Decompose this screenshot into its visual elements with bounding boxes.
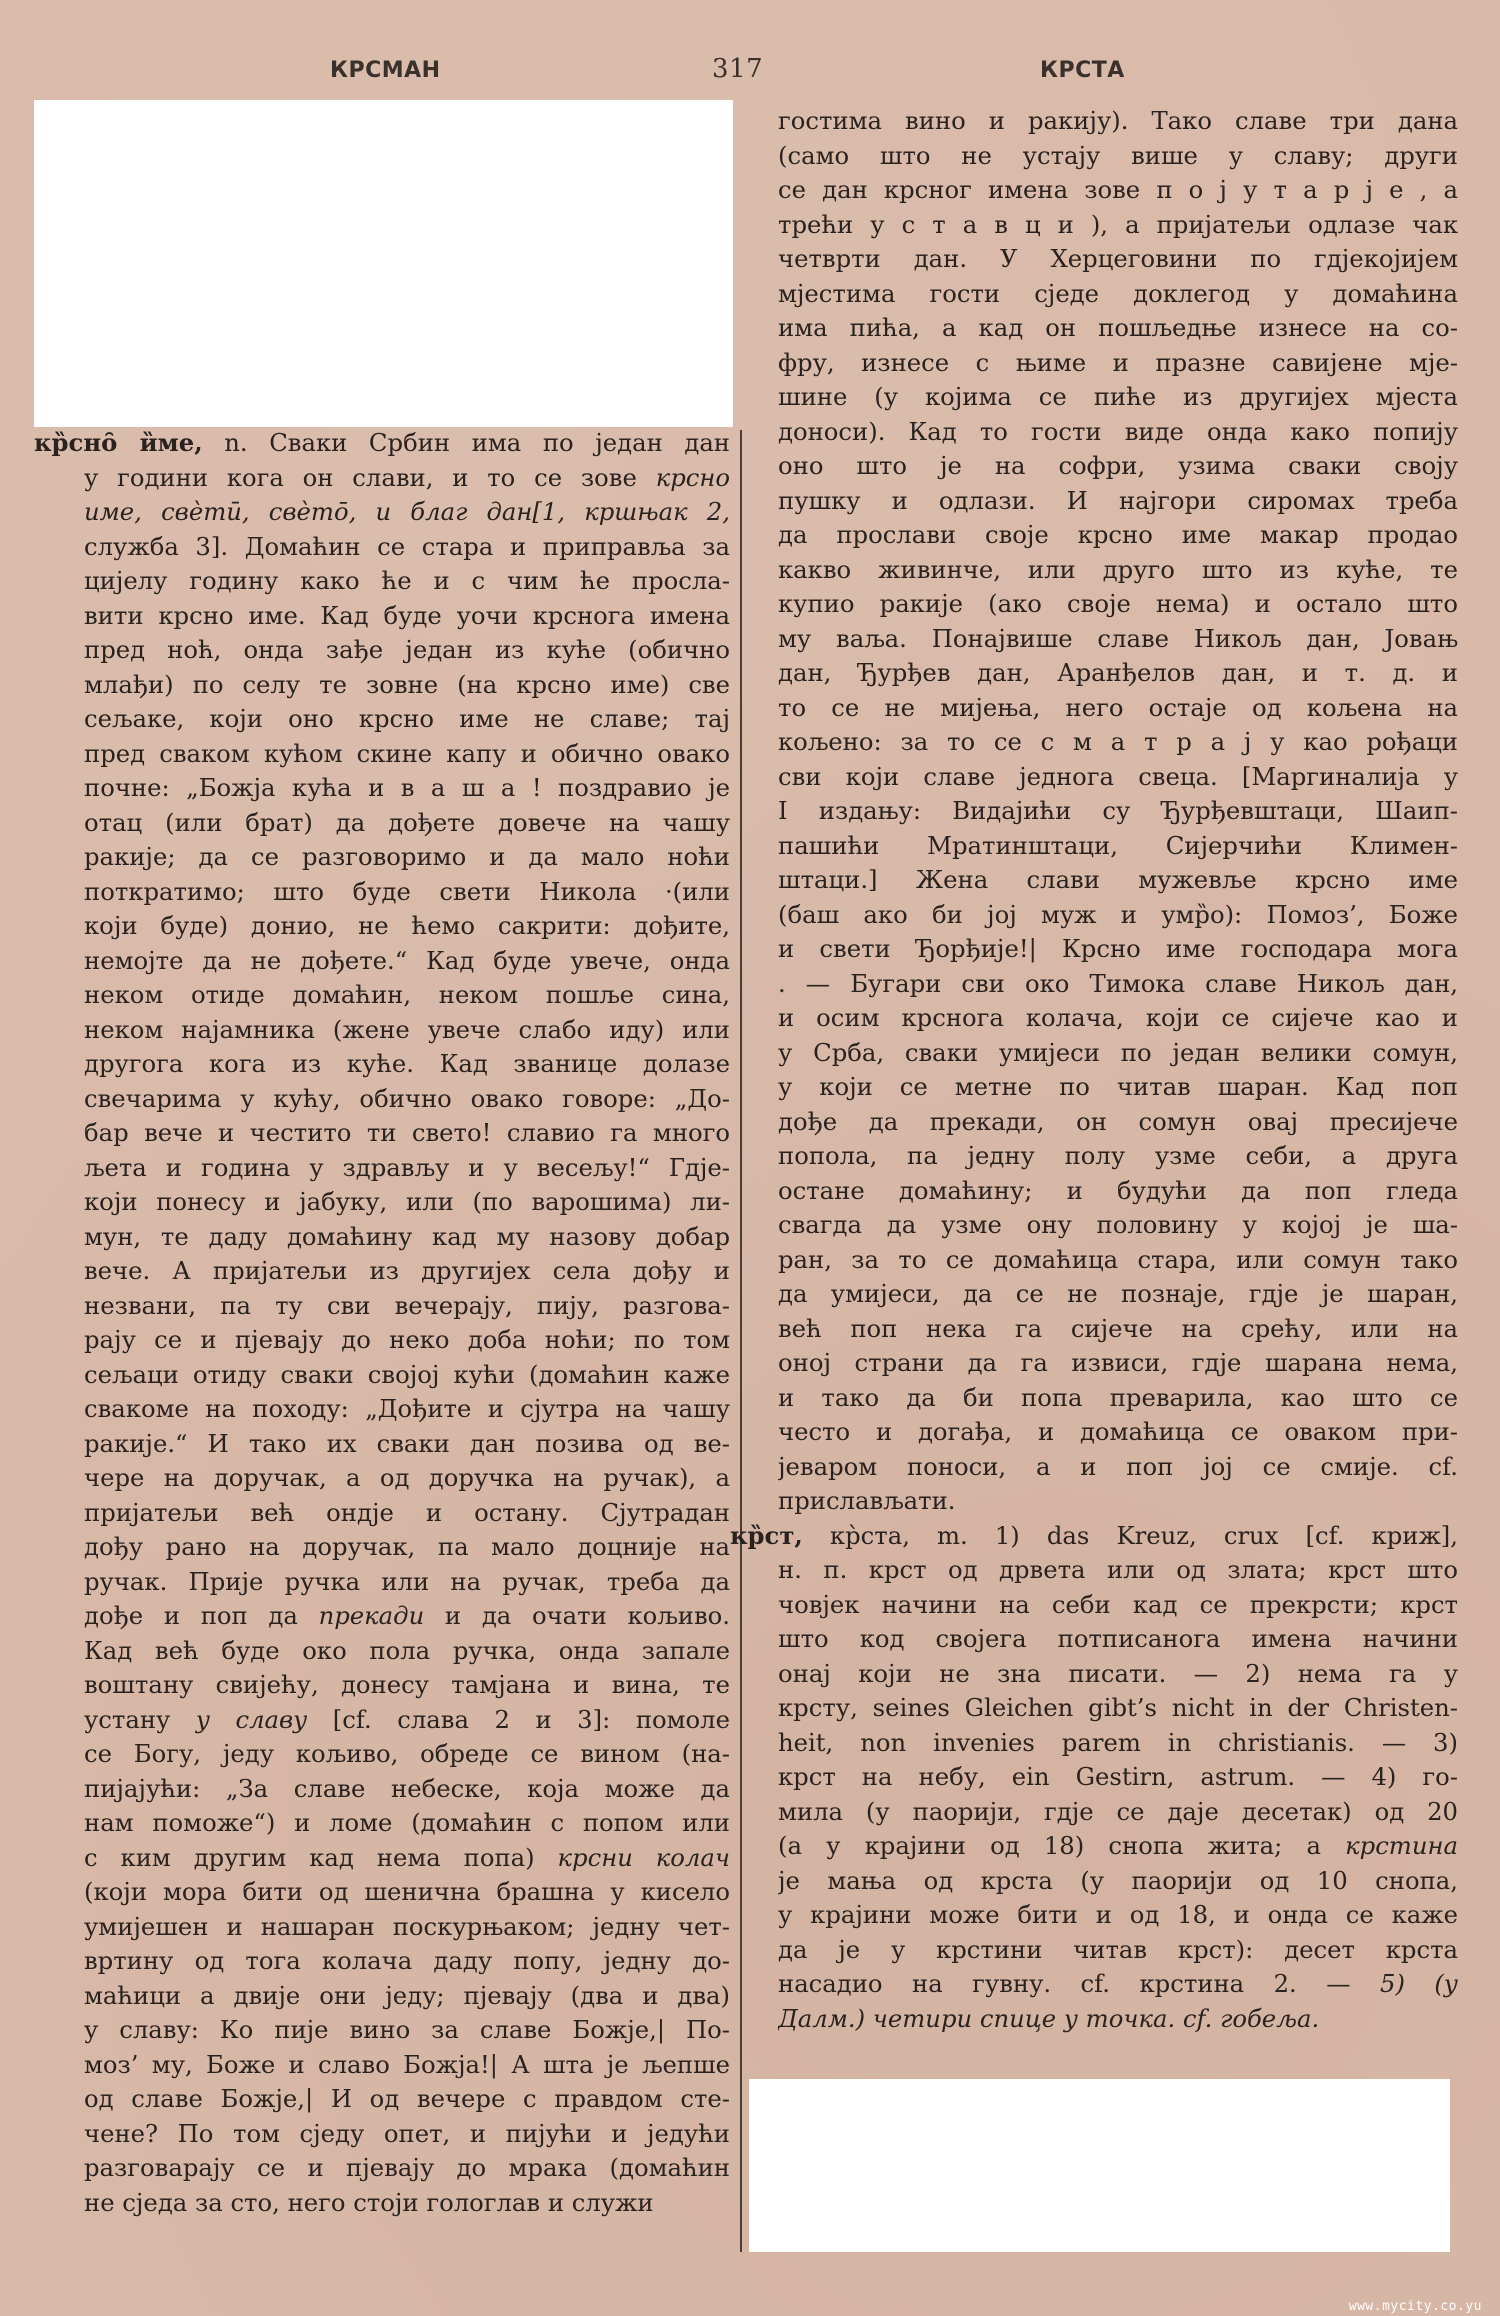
text-line [778, 1691, 1458, 1726]
text-line [34, 1634, 730, 1669]
text-line [778, 1864, 1458, 1899]
text-line [34, 1979, 730, 2014]
text-line [34, 1047, 730, 1082]
line-text: који понесу и јабуку, или (по варошима) ли- [84, 1187, 730, 1216]
line-text: немојте да не дођете.“ Кад буде увече, онда [84, 945, 730, 975]
text-line [34, 1289, 730, 1324]
text-line [34, 1806, 730, 1841]
text-line [778, 691, 1458, 726]
line-text: сељаци отиду сваки својој кући (домаћин каже [84, 1359, 730, 1389]
text-line [34, 1323, 730, 1358]
text-line [34, 1427, 730, 1462]
line-text: пред сваком кућом скине капу и обично овако [84, 738, 730, 768]
text-line [34, 1013, 730, 1048]
text-line [34, 909, 730, 944]
line-text: моз’ му, Боже и славо Божја!| А шта је љепше [84, 2049, 730, 2079]
line-text: попола, па једну полу узме себи, а друга [778, 1141, 1458, 1170]
line-text: цијелу годину како ће и с чим ће просла- [84, 566, 730, 595]
line-text: шине (у којима се пиће из другијех мјеста [778, 382, 1458, 411]
text-line [778, 1381, 1458, 1416]
line-text: устану [84, 1704, 196, 1734]
text-line [778, 1829, 1458, 1864]
line-text: . — Бугари сви око Тимока славе Никољ дан, [778, 968, 1458, 998]
text-line [778, 518, 1458, 553]
line-text: пушку и одлази. И најгори сиромах треба [778, 485, 1458, 515]
text-line [778, 1277, 1458, 1312]
line-text: већ поп нека га сијече на срећу, или на [778, 1313, 1458, 1343]
line-text: дође да прекади, он сомун овај пресијече [778, 1106, 1458, 1136]
text-line [34, 1910, 730, 1945]
line-text: (а у крајини од 18) снопа жита; а [778, 1831, 1346, 1860]
line-text: у крајини може бити и од 18, и онда се каже [778, 1900, 1458, 1929]
line-text: мила (у паорији, гдје се даје десетак) од 20 [778, 1796, 1458, 1826]
page-number: 317 [712, 54, 764, 84]
line-text: пријатељи већ ондје и остану. Сјутрадан [84, 1497, 730, 1527]
line-text: често и догађа, и домаћица се оваком при- [778, 1417, 1458, 1446]
line-text: дођу рано на доручак, па мало доцније на [84, 1532, 730, 1561]
line-text: незвани, па ту сви вечерају, пију, разгова- [84, 1290, 730, 1320]
line-text: остане домаћину; и будући да поп гледа [778, 1175, 1458, 1205]
text-line [34, 978, 730, 1013]
text-line [778, 1243, 1458, 1278]
text-line [778, 1760, 1458, 1795]
text-line [34, 1254, 730, 1289]
text-line [34, 1151, 730, 1186]
line-text: да је у крстини читав крст): десет крста [778, 1934, 1458, 1964]
guide-word-left: КРСМАН [330, 58, 441, 83]
line-text: гостима вино и ракију). Тако славе три дана [778, 106, 1458, 135]
line-text: вити крсно име. Кад буде уочи крснога имена [84, 600, 730, 630]
text-line [778, 1174, 1458, 1209]
line-text: оно што је на софри, узима сваки своју [778, 451, 1458, 480]
line-text: прислављати. [778, 1486, 956, 1515]
text-line [34, 1703, 730, 1738]
line-text: у славу: Ко пије вино за славе Божје,| По- [84, 2015, 730, 2044]
text-line [778, 1588, 1458, 1623]
line-text: оној страни да га извиси, гдје шарана нема, [778, 1348, 1458, 1377]
line-text: трећи у с т а в ц и ), а пријатељи одлазе чак [778, 209, 1458, 239]
text-line [34, 1772, 730, 1807]
column-divider [740, 430, 742, 2252]
line-text: пашићи Мратинштаци, Сијерчићи Климен- [778, 830, 1458, 860]
line-text: не сједа за сто, него стоји гологлав и служи [84, 2187, 654, 2217]
line-text: пред ноћ, онда зађе један из куће (обично [84, 635, 730, 664]
watermark: www.mycity.co.yu [1348, 2299, 1482, 2314]
line-text: бар вече и честито ти свето! славио га много [84, 1118, 730, 1147]
text-line [778, 898, 1458, 933]
text-line [778, 1070, 1458, 1105]
text-line [778, 139, 1458, 174]
text-line [34, 1668, 730, 1703]
guide-word-right: КРСТА [1040, 58, 1125, 83]
text-line [778, 380, 1458, 415]
redaction-box-bottom-right [749, 2079, 1450, 2252]
line-text: дође и поп да [84, 1601, 319, 1630]
text-line [34, 2048, 730, 2083]
text-line [34, 771, 730, 806]
line-text: n. Сваки Србин има по један дан [202, 428, 730, 457]
line-text: мун, те даду домаћину кад му назову добар [84, 1221, 730, 1251]
text-line [34, 806, 730, 841]
text-line [34, 1944, 730, 1979]
line-text: чере на доручак, а од доручка на ручак), а [84, 1463, 730, 1492]
line-text: служба 3]. Домаћин се стара и приправља за [84, 531, 730, 561]
line-text: у Срба, сваки умијеси по један велики сомун, [778, 1037, 1458, 1067]
text-line [34, 668, 730, 703]
text-line [778, 725, 1458, 760]
line-text: сељаке, који оно крсно име не славе; тај [84, 704, 730, 733]
italic-term: крсно [655, 462, 730, 492]
line-text: вече. А пријатељи из другијех села дођу и [84, 1256, 730, 1285]
line-text: ракије.“ И тако их сваки дан позива од ве- [84, 1428, 730, 1458]
line-text: Кад већ буде око пола ручка, онда запале [84, 1635, 730, 1665]
line-text: умијешен и нашаран поскурњаком; једну чет- [84, 1911, 730, 1941]
left-column [34, 426, 730, 2220]
line-text: да прослави своје крсно име макар продао [778, 520, 1458, 549]
text-line [34, 1530, 730, 1565]
text-line [34, 944, 730, 979]
line-text: од славе Божје,| И од вечере с правдом сте- [84, 2084, 730, 2113]
line-text: неком најамника (жене увече слабо иду) или [84, 1014, 730, 1044]
text-line [34, 2082, 730, 2117]
text-line [34, 1875, 730, 1910]
text-line [778, 1450, 1458, 1485]
line-text: млађи) по селу те зовне (на крсно име) све [84, 669, 730, 699]
line-text: крст на небу, ein Gestirn, astrum. — 4) го- [778, 1762, 1458, 1791]
line-text: има пића, а кад он пошљедње изнесе на со- [778, 313, 1458, 342]
text-line [778, 863, 1458, 898]
text-line [34, 1185, 730, 1220]
line-text: то се не мијења, него остаје од кољена на [778, 692, 1458, 722]
line-text: свечарима у кућу, обично овако говоре: „До- [84, 1083, 730, 1113]
line-text: да умијеси, да се не познаје, гдје је шаран, [778, 1279, 1458, 1308]
headword-krsno-ime: кр̏сно̑ и̏ме, [34, 428, 203, 457]
line-text: љета и година у здрављу и у весељу!“ Гдје- [84, 1152, 730, 1182]
text-line [34, 495, 730, 530]
text-line [778, 277, 1458, 312]
line-text: неком отиде домаћин, неком пошље сина, [84, 980, 730, 1009]
text-line [778, 311, 1458, 346]
text-line [778, 587, 1458, 622]
line-text: насадио на гувну. cf. крстина 2. — [778, 1969, 1381, 1998]
line-text: чене? По том сједу опет, и пијући и једући [84, 2118, 730, 2148]
line-text: пијајући: „За славе небеске, која може да [84, 1773, 730, 1803]
text-line [34, 702, 730, 737]
line-text: вртину од тога колача даду попу, једну до- [84, 1946, 730, 1975]
line-text: четврти дан. У Херцеговини по гдјекојијем [778, 244, 1458, 273]
text-line [34, 2013, 730, 2048]
line-text: фру, изнесе с њиме и празне савијене мје- [778, 347, 1458, 377]
text-line [34, 1737, 730, 1772]
italic-term: прекади [318, 1601, 425, 1630]
text-line [34, 1392, 730, 1427]
text-line [778, 1933, 1458, 1968]
line-text: разговарају се и пјевају до мрака (домаћин [84, 2153, 730, 2182]
text-line [778, 415, 1458, 450]
text-line [778, 967, 1458, 1002]
line-text: име, свѐтӣ, свѐтō, и благ дан[1, кршњак 2, [84, 497, 730, 526]
text-line [778, 242, 1458, 277]
text-line [778, 1795, 1458, 1830]
line-text: који буде) донио, не ћемо сакрити: дођите, [84, 911, 730, 940]
line-text: мјестима гости сједе доклегод у домаћина [778, 278, 1458, 308]
text-line [778, 622, 1458, 657]
text-line [778, 553, 1458, 588]
line-text: човјек начини на себи кад се прекрсти; крст [778, 1589, 1458, 1619]
text-line [778, 1622, 1458, 1657]
line-text: отац (или брат) да дођете довече на чашу [84, 807, 730, 837]
line-text: у години кога он слави, и то се зове [84, 462, 656, 492]
line-text: с ким другим кад нема попа) [84, 1842, 558, 1872]
line-text: почне: „Божја кућа и в а ш а ! поздравио је [84, 773, 730, 802]
text-line [778, 760, 1458, 795]
line-text: поткратимо; што буде свети Никола ·(или [84, 876, 730, 906]
line-text: (баш ако би јој муж и умр̏о): Помоз’, Боже [778, 899, 1458, 929]
text-line [778, 2002, 1458, 2037]
line-text: нам поможе“) и ломе (домаћин с попом или [84, 1808, 730, 1837]
italic-term: у славу [195, 1704, 308, 1734]
right-column [730, 104, 1458, 2036]
italic-term: 5) (у [1380, 1969, 1458, 1998]
text-line [778, 1484, 1458, 1519]
line-text: штаци.] Жена слави мужевље крсно име [778, 865, 1458, 894]
text-line [778, 484, 1458, 519]
text-line [778, 1967, 1458, 2002]
text-line [778, 449, 1458, 484]
text-line [778, 208, 1458, 243]
line-text: му ваља. Понајвише славе Никољ дан, Јовањ [778, 623, 1458, 653]
text-line [778, 104, 1458, 139]
text-line [34, 1358, 730, 1393]
line-text: што код својега потписанога имена начини [778, 1624, 1458, 1653]
text-line [34, 1116, 730, 1151]
text-line [34, 1599, 730, 1634]
text-line [778, 1001, 1458, 1036]
text-line [778, 1105, 1458, 1140]
line-text: и да очати кољиво. [424, 1601, 730, 1630]
line-text: се дан крсног имена зове п о ј у т а р ј е , а [778, 175, 1458, 204]
line-text: другога кога из куће. Кад званице долазе [84, 1049, 730, 1078]
text-line [34, 461, 730, 496]
line-text: доноси). Кад то гости виде онда како попију [778, 416, 1458, 446]
headword-krst: кр̏ст, [730, 1520, 803, 1550]
text-line [34, 426, 730, 461]
text-line [778, 1657, 1458, 1692]
line-text: купио ракије (ако своје нема) и остало што [778, 589, 1458, 618]
text-line [778, 1415, 1458, 1450]
text-line [778, 346, 1458, 381]
line-text: кр̀ста, m. 1) das Kreuz, crux [cf. криж], [802, 1520, 1458, 1550]
text-line [34, 1082, 730, 1117]
line-text: н. п. крст од дрвета или од злата; крст што [778, 1555, 1458, 1584]
text-line [778, 1726, 1458, 1761]
text-line [34, 2151, 730, 2186]
line-text: маћици а двије они једу; пјевају (два и два) [84, 1980, 730, 2010]
text-line [34, 840, 730, 875]
line-text: јеваром поноси, а и поп јој се смије. cf. [778, 1451, 1458, 1481]
text-line [778, 1208, 1458, 1243]
line-text: I издању: Видајићи су Ђурђевштаци, Шаип- [778, 796, 1458, 825]
line-text: дан, Ђурђев дан, Аранђелов дан, и т. д. и [778, 658, 1458, 687]
text-line [778, 1312, 1458, 1347]
line-text: воштану свијећу, донесу тамјана и вина, те [84, 1670, 730, 1699]
line-text: ракије; да се разговоримо и да мало ноћи [84, 842, 730, 871]
line-text: и свети Ђорђије!| Крсно име господара мога [778, 934, 1458, 963]
text-line [34, 1220, 730, 1255]
text-line [778, 1553, 1458, 1588]
text-line [778, 794, 1458, 829]
text-line [730, 1519, 1458, 1554]
line-text: (који мора бити од шенична брашна у кисело [84, 1877, 730, 1906]
line-text: и тако да би попа преварила, као што се [778, 1382, 1458, 1412]
text-line [778, 173, 1458, 208]
text-line [34, 599, 730, 634]
line-text: крсту, seines Gleichen gibt’s nicht in der Christen- [778, 1693, 1458, 1722]
line-text: Далм.) четири спице у точка. cf. гобеља. [778, 2003, 1320, 2033]
line-text: кољено: за то се с м а т р а ј у као рођаци [778, 727, 1458, 756]
line-text: [cf. слава 2 и 3]: помоле [307, 1704, 730, 1734]
text-line [34, 564, 730, 599]
line-text: какво живинче, или друго што из куће, те [778, 554, 1458, 584]
line-text: рају се и пјевају до неко доба ноћи; по том [84, 1325, 730, 1354]
text-line [778, 1346, 1458, 1381]
text-line [34, 2117, 730, 2152]
text-line [34, 633, 730, 668]
italic-term: крстина [1345, 1831, 1458, 1860]
text-line [34, 530, 730, 565]
line-text: је мања од крста (у паорији од 10 снопа, [778, 1865, 1458, 1895]
text-line [34, 1565, 730, 1600]
line-text: онај који не зна писати. — 2) нема га у [778, 1658, 1458, 1688]
line-text: ран, за то се домаћица стара, или сомун тако [778, 1244, 1458, 1274]
text-line [778, 1139, 1458, 1174]
line-text: свакоме на походу: „Дођите и сјутра на чашу [84, 1394, 730, 1423]
line-text: се Богу, једу кољиво, обреде се вином (на- [84, 1739, 730, 1768]
text-line [778, 829, 1458, 864]
text-line [34, 875, 730, 910]
text-line [778, 1036, 1458, 1071]
line-text: свагда да узме ону половину у којој је ша- [778, 1210, 1458, 1239]
italic-term: крсни колач [557, 1842, 730, 1872]
text-line [34, 737, 730, 772]
text-line [778, 656, 1458, 691]
text-line [34, 1461, 730, 1496]
line-text: ручак. Прије ручка или на ручак, треба да [84, 1566, 730, 1596]
text-line [778, 932, 1458, 967]
line-text: heit, non invenies parem in christianis. — 3) [778, 1727, 1458, 1757]
line-text: сви који славе једнога свеца. [Маргиналија у [778, 761, 1458, 791]
line-text: (само што не устају више у славу; други [778, 140, 1458, 170]
text-line [34, 1841, 730, 1876]
text-line [34, 2186, 730, 2221]
redaction-box-top-left [34, 100, 733, 427]
text-line [34, 1496, 730, 1531]
line-text: и осим крснога колача, који се сијече као и [778, 1003, 1458, 1032]
line-text: у који се метне по читав шаран. Кад поп [778, 1072, 1458, 1101]
text-line [778, 1898, 1458, 1933]
